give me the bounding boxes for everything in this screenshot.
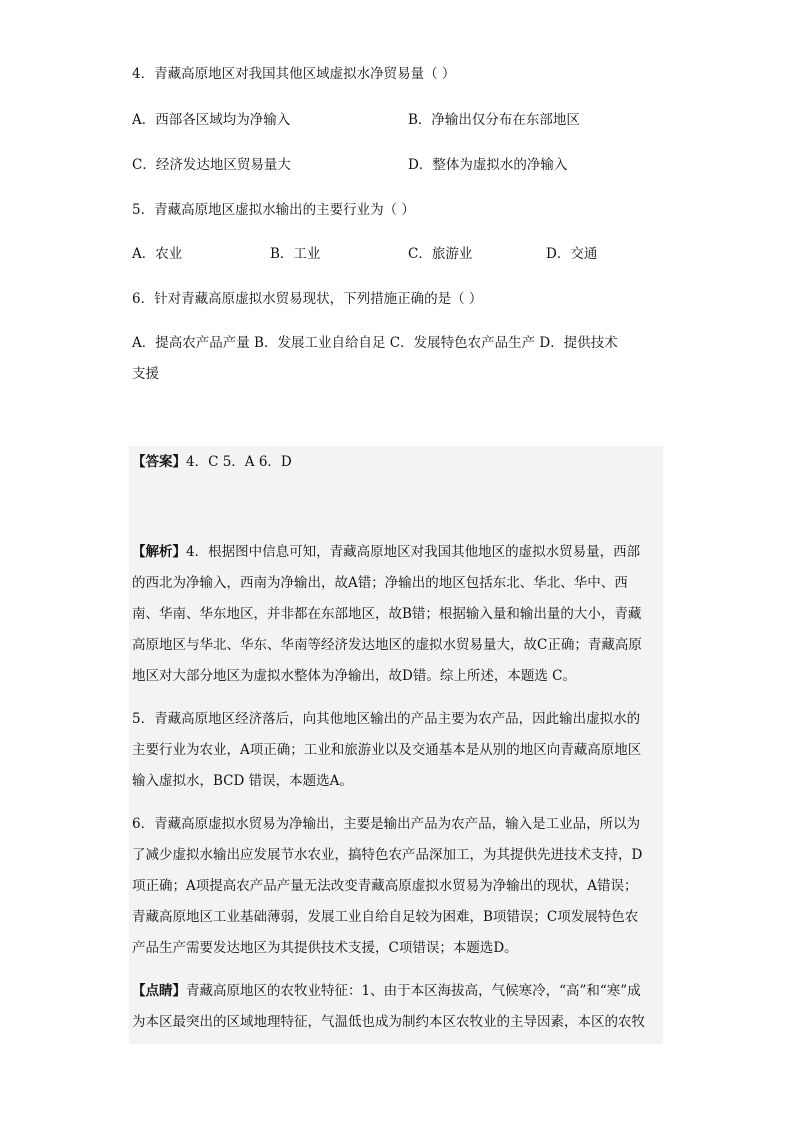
analysis-paragraph-5: [132, 704, 660, 797]
analysis-paragraph-4: [132, 537, 660, 692]
analysis-paragraph-6: [132, 809, 660, 964]
analysis-line: 的西北为净输入，西南为净输出，故A错；净输出的地区包括东北、华北、华中、西: [132, 575, 628, 591]
answer-text: 4．C 5．A 6．D: [186, 454, 292, 470]
analysis-line: 输入虚拟水，BCD 错误，本题选A。: [132, 773, 353, 789]
question-4-option-b: B．净输出仅分布在东部地区: [408, 112, 580, 128]
question-5-option-d: D．交通: [546, 246, 598, 262]
analysis-line: 主要行业为农业，A项正确；工业和旅游业以及交通基本是从别的地区向青藏高原地区: [132, 742, 642, 758]
answer-tag: 【答案】: [132, 454, 186, 470]
question-4-option-d: D．整体为虚拟水的净输入: [408, 157, 568, 173]
analysis-line: 高原地区与华北、华东、华南等经济发达地区的虚拟水贸易量大，故C正确；青藏高原: [132, 637, 642, 653]
question-4-option-a: A．西部各区域均为净输入: [132, 112, 291, 128]
question-6-stem: 6．针对青藏高原虚拟水贸易现状，下列措施正确的是（ ）: [132, 291, 483, 307]
analysis-line: 6．青藏高原虚拟水贸易为净输出，主要是输出产品为农产品，输入是工业品，所以为: [132, 816, 641, 832]
comment-line: 为本区最突出的区域地理特征，气温低也成为制约本区农牧业的主导因素，本区的农牧: [132, 1014, 645, 1030]
analysis-line: 地区对大部分地区为虚拟水整体为净输出，故D错。综上所述，本题选 C。: [132, 668, 576, 684]
comment-tag: 【点睛】: [132, 983, 186, 999]
answer-line: [132, 452, 292, 472]
question-5-option-a: A．农业: [132, 246, 183, 262]
analysis-tag: 【解析】: [132, 544, 186, 560]
question-4-stem: 4．青藏高原地区对我国其他区域虚拟水净贸易量（ ）: [132, 66, 456, 82]
question-6-options-wrap: 支援: [132, 366, 159, 382]
question-5-stem: 5．青藏高原地区虚拟水输出的主要行业为（ ）: [132, 202, 415, 218]
analysis-section: [132, 537, 660, 1050]
analysis-line: 了减少虚拟水输出应发展节水农业，搞特色农产品深加工，为其提供先进技术支持，D: [132, 847, 643, 863]
analysis-line: 5．青藏高原地区经济落后，向其他地区输出的产品主要为农产品，因此输出虚拟水的: [132, 711, 641, 727]
question-5-option-b: B．工业: [270, 246, 321, 262]
comment-line: 【点睛】青藏高原地区的农牧业特征：1、由于本区海拔高，气候寒冷，“高”和“寒”成: [132, 983, 641, 999]
analysis-line: 项正确；A项提高农产品产量无法改变青藏高原虚拟水贸易为净输出的现状，A错误；: [132, 878, 638, 894]
comment-paragraph: [132, 976, 660, 1038]
question-6-options: A．提高农产品产量 B．发展工业自给自足 C．发展特色农产品生产 D．提供技术: [132, 335, 618, 351]
question-5-option-c: C．旅游业: [408, 246, 473, 262]
analysis-line: 南、华南、华东地区，并非都在东部地区，故B错；根据输入量和输出量的大小，青藏: [132, 606, 642, 622]
analysis-line: 青藏高原地区工业基础薄弱，发展工业自给自足较为困难，B项错误；C项发展特色农: [132, 909, 639, 925]
analysis-line: 【解析】4．根据图中信息可知，青藏高原地区对我国其他地区的虚拟水贸易量，西部: [132, 544, 641, 560]
question-4-option-c: C．经济发达地区贸易量大: [132, 157, 291, 173]
analysis-line: 产品生产需要发达地区为其提供技术支援，C项错误；本题选D。: [132, 940, 518, 956]
